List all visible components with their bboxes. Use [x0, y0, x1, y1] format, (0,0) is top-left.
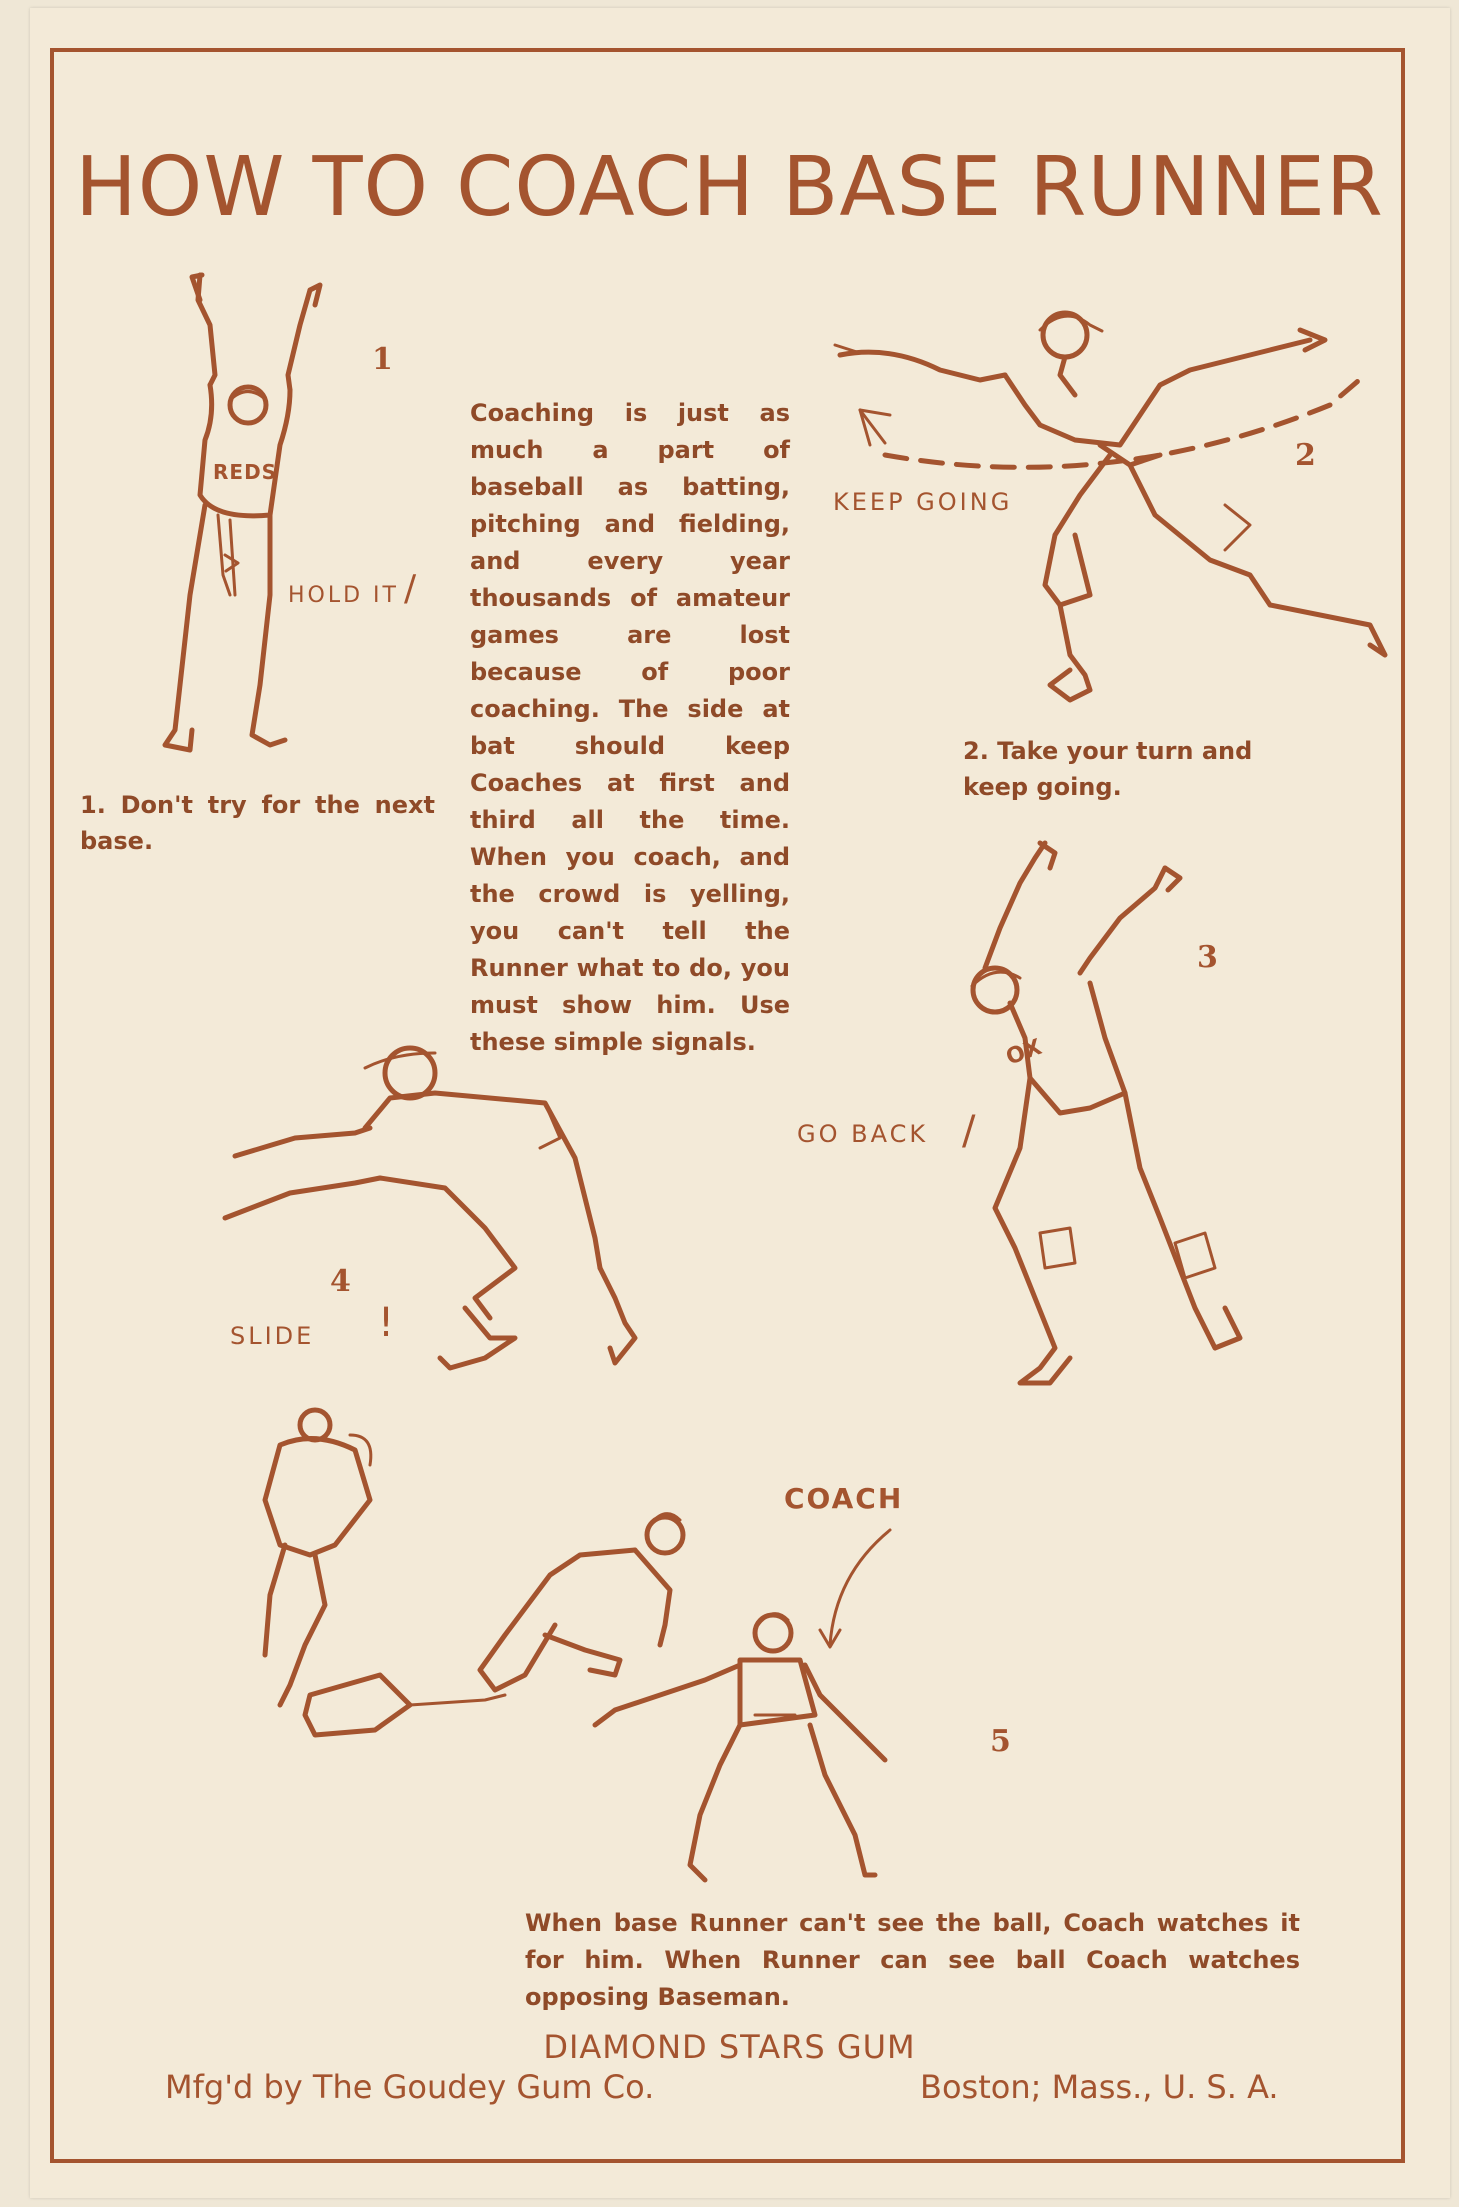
signal-3-mark: /: [962, 1108, 979, 1154]
figure-3-go-back: [940, 838, 1310, 1418]
signal-5-number: 5: [990, 1724, 1011, 1759]
signal-4-number: 4: [330, 1264, 351, 1299]
signal-2-number: 2: [1295, 438, 1316, 473]
jersey-reds: REDS: [213, 460, 278, 484]
signal-4-label: SLIDE: [230, 1322, 315, 1350]
signal-2-label: KEEP GOING: [833, 488, 1013, 516]
figure-5-coach-scene: [195, 1405, 915, 1905]
signal-3-label: GO BACK: [797, 1120, 929, 1148]
signal-1-label: HOLD IT: [288, 583, 399, 608]
jersey-ox: OX: [1002, 1034, 1047, 1071]
page-title: HOW TO COACH BASE RUNNER: [75, 140, 1384, 235]
signal-1-number: 1: [372, 342, 393, 377]
intro-paragraph: Coaching is just as much a part of baseball as batting, pitching and fielding, and every year thousands of amateur games are lost because of poor coaching. The side at bat should keep Coaches at first and third all the time. When you coach, and the crowd is yelling, you can't tell the Runner what to do, you must show him. Use these simple signals.: [470, 399, 790, 1056]
signal-2-caption: 2. Take your turn and keep going.: [963, 737, 1253, 801]
signal-5-coach-label: COACH: [784, 1482, 904, 1515]
signal-4-mark: !: [378, 1300, 398, 1346]
brand-name: DIAMOND STARS GUM: [543, 2028, 916, 2066]
location: Boston; Mass., U. S. A.: [920, 2068, 1279, 2106]
signal-1-mark: /: [404, 568, 420, 609]
signal-5-caption: When base Runner can't see the ball, Coach watches it for him. When Runner can see ball Coach watches opposing Baseman.: [525, 1909, 1300, 2011]
figure-1-hold-it: [120, 265, 350, 775]
manufacturer: Mfg'd by The Goudey Gum Co.: [165, 2068, 655, 2106]
signal-1-caption: 1. Don't try for the next base.: [80, 791, 435, 855]
signal-3-number: 3: [1197, 940, 1218, 975]
